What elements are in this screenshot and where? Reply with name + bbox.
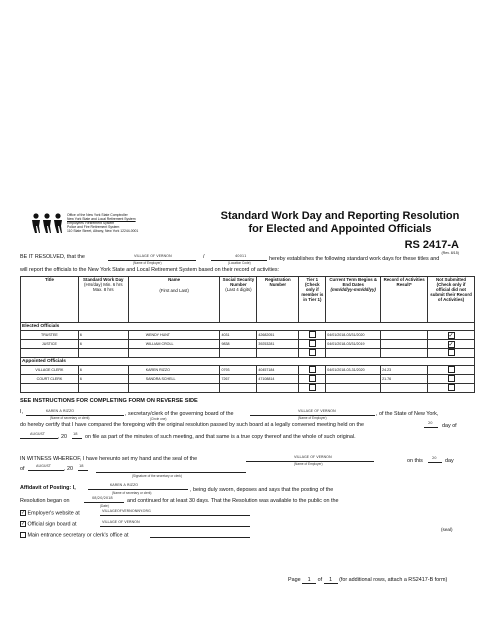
cell-name-value — [130, 351, 146, 355]
not-submitted-checkbox[interactable] — [448, 366, 455, 373]
cell-tier[interactable] — [299, 349, 326, 358]
website-checkbox[interactable]: ✓ — [21, 510, 26, 516]
cell-name-value: SANDRA SCHELL — [145, 377, 176, 381]
posting-option-entrance[interactable] — [20, 532, 129, 539]
witness-month-value: AUGUST — [36, 464, 51, 468]
col-tier: Tier 1 (Check only if member is in Tier 1) — [299, 277, 326, 323]
cell-term[interactable] — [326, 375, 381, 384]
not-submitted-checkbox[interactable]: ✓ — [448, 341, 454, 348]
clerk-signature-field[interactable] — [96, 466, 246, 473]
agency-line: New York State and Local Retirement System — [67, 217, 136, 221]
cell-ssn[interactable] — [220, 366, 257, 375]
cell-term[interactable] — [326, 340, 381, 349]
circle-one-caption: (Circle one) — [150, 417, 167, 421]
cell-title-value: JUSTICE — [41, 342, 57, 346]
certify-employer-field[interactable] — [250, 409, 375, 416]
cell-ssn[interactable] — [220, 375, 257, 384]
form-title — [210, 210, 470, 236]
location-code-field[interactable] — [211, 254, 267, 261]
website-label: Employer's website at — [27, 510, 80, 517]
not-submitted-checkbox[interactable] — [448, 375, 455, 382]
affidavit-name-caption: (Name of secretary or clerk) — [112, 491, 152, 495]
affidavit-label: Affidavit of Posting: I, — [20, 485, 76, 491]
witness-day-label: day — [445, 458, 454, 464]
posting-option-website[interactable] — [20, 510, 80, 517]
col-term: Current Term Begins & End Dates (mm/dd/yy-mm/dd/yy) — [326, 277, 381, 323]
cell-registration[interactable] — [257, 366, 299, 375]
cell-name[interactable] — [128, 384, 220, 393]
affidavit-name-value: KAREN A RIZZO — [110, 483, 139, 487]
page-footer — [288, 577, 447, 584]
signboard-field[interactable] — [100, 520, 250, 527]
cell-registration-value: 40457184 — [258, 368, 275, 372]
resolved-suffix: hereby establishes the following standard work days for these titles and — [269, 256, 440, 262]
tier1-checkbox[interactable] — [309, 340, 316, 347]
seal-label: (seal) — [441, 527, 453, 532]
resolved-prefix: BE IT RESOLVED, that the — [20, 254, 85, 260]
website-value: VILLAGEOFVERNONNY.ORG — [102, 509, 151, 513]
witness-day-value: 20 — [432, 456, 437, 460]
certify-middle: , secretary/clerk of the governing board of the — [125, 411, 234, 417]
cell-hours[interactable] — [78, 384, 128, 393]
witness-year-field[interactable] — [78, 464, 88, 471]
cell-registration-value: 47108814 — [258, 377, 275, 381]
cell-not-submitted[interactable] — [428, 375, 475, 384]
affidavit-continued: and continued for at least 30 days. That the Resolution was available to the public on the — [127, 498, 339, 504]
certify-employer-value: VILLAGE OF VERNON — [298, 409, 336, 413]
entrance-field[interactable] — [150, 531, 250, 538]
cell-hours-value: 6 — [79, 333, 82, 337]
cell-record-value: 24.23 — [382, 368, 392, 372]
cell-ssn[interactable] — [220, 340, 257, 349]
form-title-line1: Standard Work Day and Reporting Resolution — [220, 210, 460, 222]
cell-tier[interactable] — [299, 331, 326, 340]
resolved-slash: / — [203, 254, 205, 260]
cell-not-submitted[interactable] — [428, 331, 475, 340]
witness-on-this: on this — [407, 458, 423, 464]
cell-title[interactable] — [21, 349, 79, 358]
col-name: Name (First and Last) — [128, 277, 220, 323]
table-row — [21, 340, 475, 349]
cell-term[interactable] — [326, 331, 381, 340]
cell-ssn[interactable] — [220, 384, 257, 393]
cell-name-value — [130, 386, 146, 390]
witness-employer-value: VILLAGE OF VERNON — [294, 455, 332, 459]
tier1-checkbox[interactable] — [309, 366, 316, 373]
cell-record[interactable] — [381, 340, 428, 349]
certify-state: , of the State of New York, — [376, 411, 439, 417]
cell-hours[interactable] — [78, 331, 128, 340]
cell-registration-value: 42682051 — [258, 333, 275, 337]
table-row — [21, 384, 475, 393]
cell-tier[interactable] — [299, 384, 326, 393]
employer-value: VILLAGE OF VERNON — [134, 254, 172, 258]
cell-not-submitted[interactable] — [428, 340, 475, 349]
not-submitted-checkbox[interactable] — [448, 349, 455, 356]
certify-employer-caption: (Name of Employer) — [298, 416, 327, 420]
cell-name[interactable] — [128, 375, 220, 384]
cell-term-value: 04/01/2018-03-31/2020 — [327, 368, 365, 372]
cell-not-submitted[interactable] — [428, 366, 475, 375]
signboard-value: VILLAGE OF VERNON — [102, 520, 140, 524]
posting-date-value: 08/20/2018 — [92, 496, 113, 500]
clerk-name-caption: (Name of secretary or clerk) — [50, 416, 90, 420]
employer-field[interactable] — [108, 254, 196, 261]
witness-month-field[interactable] — [28, 464, 64, 471]
affidavit-began: Resolution began on — [20, 498, 70, 504]
cell-ssn-value: 4031 — [221, 333, 230, 337]
cell-record[interactable] — [381, 366, 428, 375]
agency-line: Police and Fire Retirement System — [67, 225, 120, 229]
cell-title[interactable] — [21, 340, 79, 349]
cell-title-value: TRUSTEE — [41, 333, 58, 337]
agency-line: 110 State Street, Albany, New York 12244-0001 — [67, 229, 139, 233]
meeting-year-field[interactable] — [72, 432, 82, 439]
witness-employer-field[interactable] — [246, 455, 374, 462]
signboard-checkbox[interactable]: ✓ — [21, 521, 26, 527]
col-ssn: Social Security Number (Last 4 digits) — [220, 277, 257, 323]
cell-hours[interactable] — [78, 366, 128, 375]
cell-registration[interactable] — [257, 331, 299, 340]
elected-rows — [21, 331, 475, 358]
website-field[interactable] — [100, 509, 250, 516]
cell-registration[interactable] — [257, 375, 299, 384]
affidavit-text: , being duly sworn, deposes and says that the posting of the — [190, 487, 334, 493]
cell-record[interactable] — [381, 349, 428, 358]
meeting-year-value: 18 — [73, 432, 78, 436]
cell-not-submitted[interactable] — [428, 349, 475, 358]
cell-term[interactable] — [326, 384, 381, 393]
witness-year-prefix: , 20 — [64, 466, 73, 472]
witness-year-value: 18 — [79, 464, 84, 468]
certify-line2: do hereby certify that I have compared the foregoing with the original resolution passed by such board at a legally convened meeting held on the — [20, 422, 365, 428]
not-submitted-checkbox[interactable] — [448, 384, 455, 391]
signboard-label: Official sign board at — [27, 521, 77, 528]
agency-line: Employees' Retirement System — [67, 221, 115, 225]
nys-retirement-logo — [30, 212, 64, 234]
cell-name-value: WENDY HUNT — [145, 333, 170, 337]
posting-option-signboard[interactable] — [20, 521, 77, 528]
cell-hours[interactable] — [78, 375, 128, 384]
posting-date-field[interactable] — [84, 496, 124, 503]
signature-caption: (Signature of the secretary or clerk) — [132, 474, 182, 478]
cell-title[interactable] — [21, 331, 79, 340]
col-work-day: Standard Work Day (Hrs/day) Min. 6 hrs Max. 8 hrs — [78, 277, 128, 323]
table-row — [21, 366, 475, 375]
certify-day-of: day of — [442, 423, 457, 429]
resolved-line2: will report the officials to the New York State and Local Retirement System based on their record of activities: — [20, 267, 280, 273]
clerk-name-field[interactable] — [26, 409, 124, 416]
cell-title-value: COURT CLERK — [36, 377, 63, 381]
posting-date-caption: (Date) — [100, 504, 109, 508]
cell-tier[interactable] — [299, 340, 326, 349]
col-title: Title — [21, 277, 79, 323]
cell-registration[interactable] — [257, 384, 299, 393]
page-number: 1 — [302, 577, 316, 584]
col-record: Record of Activities Result* — [381, 277, 428, 323]
cell-name[interactable] — [128, 366, 220, 375]
cell-title[interactable] — [21, 366, 79, 375]
meeting-month-value: AUGUST — [30, 432, 45, 436]
cell-ssn-value: 0793 — [221, 368, 230, 372]
location-code-value: 40011 — [235, 254, 247, 258]
tier1-checkbox[interactable] — [309, 349, 316, 356]
form-title-line2: for Elected and Appointed Officials — [248, 223, 432, 235]
page-total: 1 — [324, 577, 338, 584]
cell-hours[interactable] — [78, 349, 128, 358]
cell-registration[interactable] — [257, 349, 299, 358]
certify-year-prefix: , 20 — [58, 434, 67, 440]
witness-of: of — [20, 466, 25, 472]
cell-hours[interactable] — [78, 340, 128, 349]
table-row — [21, 331, 475, 340]
agency-line: Office of the New York State Comptroller — [67, 213, 128, 217]
col-not-submitted: Not Submitted (Check only if official did not submit their Record of Activities) — [428, 277, 475, 323]
cell-name-value: KAREN RIZZO — [145, 368, 170, 372]
witness-text: IN WITNESS WHEREOF, I have hereunto set my hand and the seal of the — [20, 456, 198, 462]
cell-tier[interactable] — [299, 375, 326, 384]
cell-title[interactable] — [21, 375, 79, 384]
employer-caption: (Name of Employer) — [133, 261, 162, 265]
cell-not-submitted[interactable] — [428, 384, 475, 393]
form-revision: (Rev. 8/15) — [441, 251, 459, 255]
cell-name-value: WILLIAM CROLL — [145, 342, 174, 346]
cell-term[interactable] — [326, 349, 381, 358]
tier1-checkbox[interactable] — [309, 384, 316, 391]
table-row — [21, 375, 475, 384]
cell-term[interactable] — [326, 366, 381, 375]
cell-hours-value: 6 — [79, 377, 82, 381]
cell-record[interactable] — [381, 331, 428, 340]
cell-registration[interactable] — [257, 340, 299, 349]
affidavit-name-field[interactable] — [88, 483, 188, 490]
table-row — [21, 349, 475, 358]
cell-ssn[interactable] — [220, 331, 257, 340]
cell-hours-value: 6 — [79, 368, 82, 372]
cell-title[interactable] — [21, 384, 79, 393]
location-caption: (Location Code) — [228, 261, 251, 265]
witness-employer-caption: (Name of Employer) — [294, 462, 323, 466]
cell-ssn-value: 7267 — [221, 377, 230, 381]
tier1-checkbox[interactable] — [309, 331, 316, 338]
not-submitted-checkbox[interactable]: ✓ — [448, 332, 454, 339]
cell-ssn[interactable] — [220, 349, 257, 358]
cell-name[interactable] — [128, 349, 220, 358]
cell-registration-value: 39253281 — [258, 342, 275, 346]
cell-term-value: 04/01/2018-03/31/2020 — [327, 333, 365, 337]
witness-day-field[interactable] — [428, 456, 442, 463]
cell-name[interactable] — [128, 340, 220, 349]
entrance-label: Main entrance secretary or clerk's office at — [27, 532, 129, 539]
agency-address-block — [67, 213, 187, 233]
meeting-day-value: 20 — [428, 421, 433, 425]
appointed-officials-label: Appointed Officials — [21, 358, 475, 366]
page-label: Page — [288, 577, 301, 583]
cell-title-value: VILLAGE CLERK — [35, 368, 64, 372]
col-registration: Registration Number — [257, 277, 299, 323]
certify-i: I, — [20, 409, 23, 415]
cell-term-value: 04/01/2018-03/31/2019 — [327, 342, 365, 346]
cell-record-value: 21.76 — [382, 377, 392, 381]
cell-record[interactable] — [381, 375, 428, 384]
cell-name[interactable] — [128, 331, 220, 340]
meeting-day-field[interactable] — [424, 421, 438, 428]
elected-officials-label: Elected Officials — [21, 323, 475, 331]
entrance-checkbox[interactable] — [20, 532, 26, 538]
cell-tier[interactable] — [299, 366, 326, 375]
meeting-month-field[interactable] — [20, 432, 58, 439]
footer-note: (for additional rows, attach a RS2417-B form) — [339, 577, 448, 583]
form-number: RS 2417-A — [404, 239, 459, 251]
instructions-note: SEE INSTRUCTIONS FOR COMPLETING FORM ON REVERSE SIDE — [20, 398, 198, 404]
appointed-rows — [21, 366, 475, 393]
certify-line3: on file as part of the minutes of such meeting, and that same is a true copy thereof and the whole of such original. — [85, 434, 356, 440]
tier1-checkbox[interactable] — [309, 375, 316, 382]
page-of: of — [317, 577, 323, 583]
clerk-name-value: KAREN A RIZZO — [46, 409, 75, 413]
cell-hours-value: 6 — [79, 342, 82, 346]
cell-record[interactable] — [381, 384, 428, 393]
officials-table — [20, 276, 475, 393]
cell-ssn-value: 9838 — [221, 342, 230, 346]
